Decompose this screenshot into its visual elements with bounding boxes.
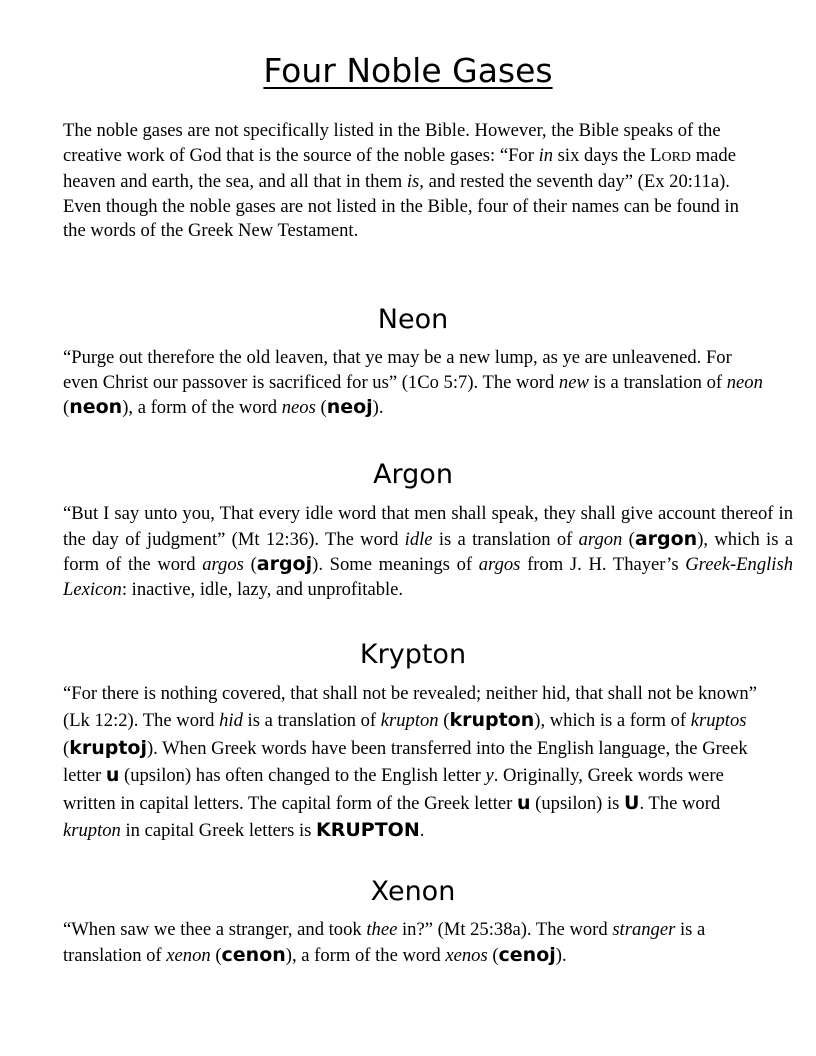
greek-word: cenoj bbox=[498, 943, 556, 966]
greek-word: neoj bbox=[326, 396, 373, 419]
greek-word: argon bbox=[634, 527, 698, 550]
xenon-paragraph: “When saw we thee a stranger, and took thee in?” (Mt 25:38a). The word stranger is a translation of xenon (cenon), a form of the word xenos (cenoj). bbox=[63, 919, 706, 966]
greek-letter: u bbox=[105, 764, 120, 787]
xenon-heading: Xenon bbox=[370, 876, 456, 907]
greek-word: cenon bbox=[221, 943, 286, 966]
intro-paragraph: The noble gases are not specifically listed in the Bible. However, the Bible speaks of the creative work of God that is the source of the noble gases: “For in six days the LORD made heaven and earth, the sea, and all that in them is, and rested the seventh day” (Ex 20:11a). Even though the noble gases are not listed in the Bible, four of their names can be found in the words of the Greek New Testament. bbox=[63, 120, 739, 242]
page-title bbox=[0, 50, 816, 92]
krypton-paragraph: “For there is nothing covered, that shall not be revealed; neither hid, that shall not be known” (Lk 12:2). The word hid is a translation of krupton (krupton), which is a form of kruptos (kruptoj). When Greek words have been transferred into the English language, the Greek letter u (upsilon) has often changed to the English letter y. Originally, Greek words were written in capital letters. The capital form of the Greek letter u (upsilon) is U. The word krupton in capital Greek letters is KRUPTON. bbox=[63, 683, 757, 842]
title-text: Four Noble Gases bbox=[263, 51, 553, 90]
argon-paragraph: “But I say unto you, That every idle word that men shall speak, they shall give account thereof in the day of judgment” (Mt 12:36). The word idle is a translation of argon (argon), which is a form of the word argos (argoj). Some meanings of argos from J. H. Thayer’s Greek-English Lexicon: inactive, idle, lazy, and unprofitable. bbox=[63, 503, 793, 600]
neon-paragraph: “Purge out therefore the old leaven, that ye may be a new lump, as ye are unleavened. For even Christ our passover is sacrificed for us” (1Co 5:7). The word new is a translation of neon (neon), a form of the word neos (neoj). bbox=[63, 347, 763, 419]
greek-word: neon bbox=[69, 396, 123, 419]
neon-heading: Neon bbox=[377, 304, 449, 335]
greek-word: argoj bbox=[256, 553, 313, 576]
greek-letter: U bbox=[624, 791, 640, 814]
greek-word: kruptoj bbox=[69, 736, 147, 759]
greek-letter: u bbox=[517, 791, 531, 814]
greek-word: KRUPTON bbox=[316, 819, 420, 842]
krypton-heading: Krypton bbox=[359, 639, 467, 670]
greek-word: krupton bbox=[449, 709, 535, 732]
argon-heading: Argon bbox=[373, 459, 453, 490]
